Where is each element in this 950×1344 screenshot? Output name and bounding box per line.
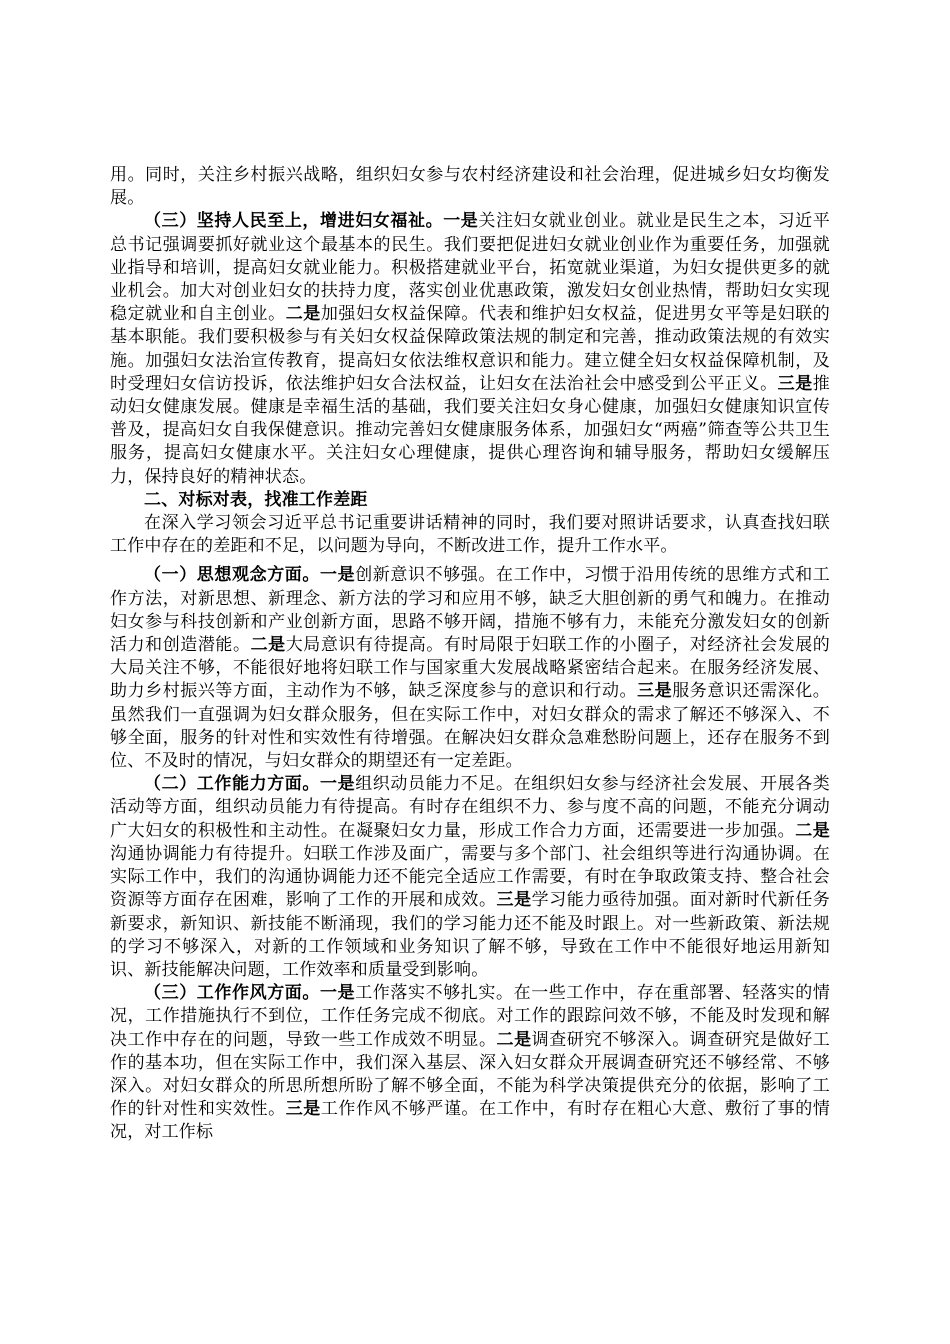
keyword: 二是 <box>250 635 286 656</box>
paragraph-ability <box>110 773 830 982</box>
paragraph-text: 加强妇女权益保障。代表和维护妇女权益，促进男女平等是妇联的基本职能。我们要积极参与有关妇女权益保障政策法规的制定和完善，推动政策法规的有效实施。加强妇女法治宣传教育，提高妇女依法维权意识和能力。建立健全妇女权益保障机制，及时受理妇女信访投诉，依法维护妇女合法权益，让妇女在法治社会中感受到公平正义。 <box>110 304 830 394</box>
paragraph-text: 创新意识不够强。在工作中，习惯于沿用传统的思维方式和工作方法，对新思想、新理念、新方法的学习和应用不够，缺乏大胆创新的勇气和魄力。在推动妇女参与科技创新和产业创新方面，思路不够开阔，措施不够有力，未能充分激发妇女的创新活力和创造潜能。 <box>110 565 830 656</box>
paragraph-text: 关注妇女就业创业。就业是民生之本，习近平总书记强调要抓好就业这个最基本的民生。我们要把促进妇女就业创业作为重要任务，加强就业指导和培训，提高妇女就业能力。积极搭建就业平台，拓宽就业渠道，为妇女提供更多的就业机会。加大对创业妇女的扶持力度，落实创业优惠政策，激发妇女创业热情，帮助妇女实现稳定就业和自主创业。 <box>110 211 830 325</box>
keyword: 三是 <box>285 1099 321 1120</box>
section-heading: 二、对标对表，找准工作差距 <box>144 489 368 510</box>
paragraph-text: 大局意识有待提高。有时局限于妇联工作的小圈子，对经济社会发展的大局关注不够，不能很好地将妇联工作与国家重大发展战略紧密结合起来。在服务经济发展、助力乡村振兴等方面，主动作为不够，缺乏深度参与的意识和行动。 <box>110 635 830 702</box>
subheading: （一）思想观念方面。 <box>144 565 320 586</box>
keyword: 二是 <box>795 820 830 841</box>
paragraph-text: 组织动员能力不足。在组织妇女参与经济社会发展、开展各类活动等方面，组织动员能力有待提高。有时存在组织不力、参与度不高的问题，不能充分调动广大妇女的积极性和主动性。在凝聚妇女力量，形成工作合力方面，还需要进一步加强。 <box>110 774 830 841</box>
paragraph-text: 学习能力亟待加强。面对新时代新任务新要求，新知识、新技能不断涌现，我们的学习能力还不能及时跟上。对一些新政策、新法规的学习不够深入，对新的工作领域和业务知识了解不够，导致在工作中不能很好地运用新知识、新技能解决问题，工作效率和质量受到影响。 <box>110 890 830 980</box>
paragraph-text: 推动妇女健康发展。健康是幸福生活的基础，我们要关注妇女身心健康，加强妇女健康知识宣传普及，提高妇女自我保健意识。推动完善妇女健康服务体系，加强妇女“两癌”筛查等公共卫生服务，提高妇女健康水平。关注妇女心理健康，提供心理咨询和辅导服务，帮助妇女缓解压力，保持良好的精神状态。 <box>110 373 830 487</box>
keyword: 三是 <box>777 373 813 394</box>
keyword: 一是 <box>443 211 479 232</box>
keyword: 二是 <box>285 304 321 325</box>
paragraph-text: 沟通协调能力有待提升。妇联工作涉及面广，需要与多个部门、社会组织等进行沟通协调。在实际工作中，我们的沟通协调能力还不能完全适应工作需要，有时在争取政策支持、整合社会资源等方面存在困难，影响了工作的开展和成效。 <box>110 843 830 911</box>
paragraph-thinking <box>110 564 830 773</box>
keyword: 三是 <box>496 890 532 911</box>
paragraph-style <box>110 982 830 1144</box>
subheading: （三）工作作风方面。 <box>144 983 320 1004</box>
keyword: 一是 <box>320 774 356 795</box>
subheading: （二）工作能力方面。 <box>144 774 320 795</box>
subheading: （三）坚持人民至上，增进妇女福祉。 <box>144 211 444 232</box>
paragraph-text: 工作落实不够扎实。在一些工作中，存在重部署、轻落实的情况，工作措施执行不到位，工作任务完成不彻底。对工作的跟踪问效不够，不能及时发现和解决工作中存在的问题，导致一些工作成效不明显。 <box>110 983 830 1050</box>
keyword: 一是 <box>320 565 356 586</box>
keyword: 三是 <box>637 681 673 702</box>
paragraph-text: 调查研究不够深入。调查研究是做好工作的基本功，但在实际工作中，我们深入基层、深入妇女群众开展调查研究还不够经常、不够深入。对妇女群众的所思所想所盼了解不够全面，不能为科学决策提供充分的依据，影响了工作的针对性和实效性。 <box>110 1029 830 1120</box>
keyword: 二是 <box>496 1029 532 1050</box>
paragraph-text: 服务意识还需深化。虽然我们一直强调为妇女群众服务，但在实际工作中，对妇女群众的需求了解还不够深入、不够全面，服务的针对性和实效性有待增强。在解决妇女群众急难愁盼问题上，还存在服务不到位、不及时的情况，与妇女群众的期望还有一定差距。 <box>110 681 830 772</box>
paragraph-text: 工作作风不够严谨。在工作中，有时存在粗心大意、敷衍了事的情况，对工作标 <box>110 1099 830 1143</box>
paragraph-continuation: 用。同时，关注乡村振兴战略，组织妇女参与农村经济建设和社会治理，促进城乡妇女均衡发展。 <box>110 165 830 209</box>
paragraph-people-first <box>110 210 830 488</box>
keyword: 一是 <box>320 983 356 1004</box>
section-intro: 在深入学习领会习近平总书记重要讲话精神的同时，我们要对照讲话要求，认真查找妇联工作中存在的差距和不足，以问题为导向，不断改进工作，提升工作水平。 <box>110 513 830 557</box>
